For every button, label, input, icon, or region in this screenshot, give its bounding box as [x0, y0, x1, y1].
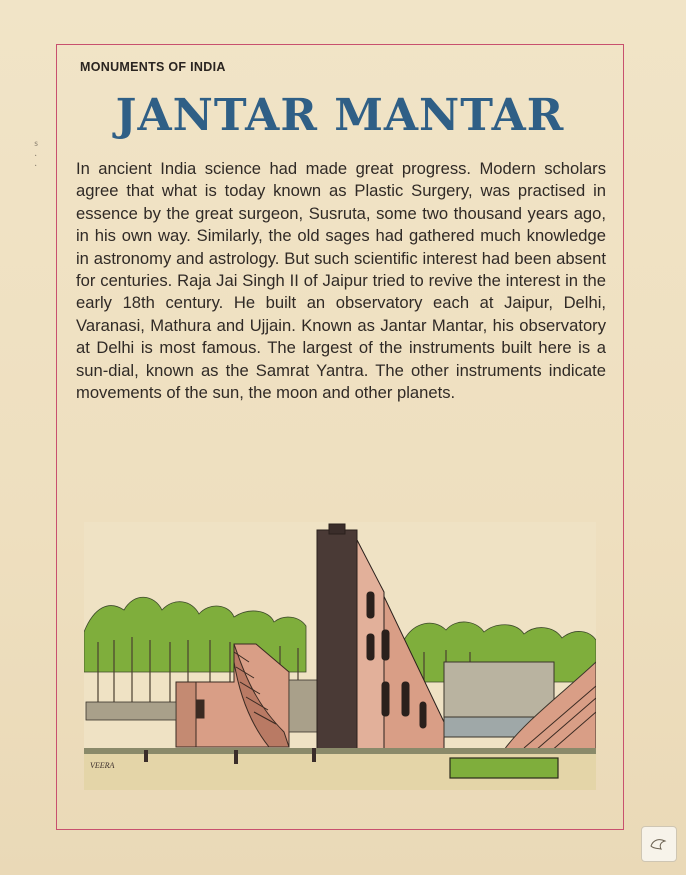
- margin-mark: ᔆ · ·: [34, 141, 39, 172]
- artist-signature: VEERA: [90, 761, 115, 770]
- scanner-stamp-icon: [641, 826, 677, 862]
- series-heading: MONUMENTS OF INDIA: [80, 60, 226, 74]
- jantar-mantar-illustration: [84, 522, 596, 790]
- article-body: In ancient India science had made great progress. Modern scholars agree that what is today known as Plastic Surgery, was practised in essence by the great surgeon, Susruta, some two thousand years ago, in his own way. Similarly, the old sages had gathered much knowledge in astronomy and astrology. But such scientific interest had been absent for centuries. Raja Jai Singh II of Jaipur tried to revive the interest in the early 18th century. He built an observatory each at Jaipur, Delhi, Varanasi, Mathura and Ujjain. Known as Jantar Mantar, his observatory at Delhi is most famous. The largest of the instruments built here is a sun-dial, known as the Samrat Yantra. The other instruments indicate movements of the sun, the moon and other planets.: [76, 159, 606, 403]
- page-title: JANTAR MANTAR: [115, 90, 565, 141]
- foreground-basin: [450, 758, 558, 778]
